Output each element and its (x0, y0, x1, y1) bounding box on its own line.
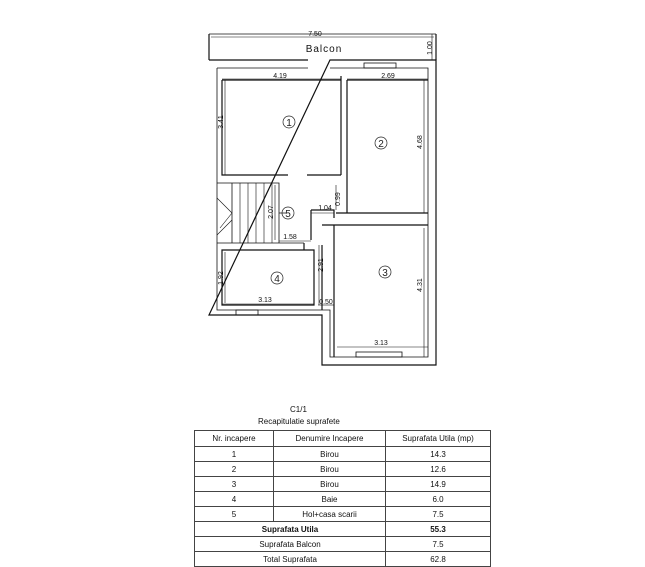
cell-area: 7.5 (386, 507, 491, 522)
stair-steps (217, 183, 272, 243)
cell-area: 6.0 (386, 492, 491, 507)
window-room4 (236, 310, 258, 315)
dim-balcony-depth: 1.00 (427, 41, 434, 55)
table-row (195, 447, 491, 462)
dim-r3-width: 3.13 (374, 340, 388, 347)
summary-row-balcony (195, 537, 491, 552)
dim-r1-width: 4.19 (273, 73, 287, 80)
table-header-row (195, 431, 491, 447)
cell-nr: 5 (195, 507, 274, 522)
summary-value: 7.5 (386, 537, 491, 552)
area-summary-table (194, 430, 491, 567)
cell-area: 12.6 (386, 462, 491, 477)
hall-wall (304, 210, 334, 250)
room-number-5: 5 (285, 209, 291, 220)
balcony-label: Balcon (305, 44, 343, 55)
cell-area: 14.9 (386, 477, 491, 492)
dim-r3-height: 4.31 (417, 278, 424, 292)
cell-area: 14.3 (386, 447, 491, 462)
dim-stair-width: 1.58 (283, 234, 297, 241)
room3-wall (322, 225, 428, 357)
cell-nr: 2 (195, 462, 274, 477)
caption-code: C1/1 (290, 405, 307, 414)
room-number-2: 2 (378, 139, 384, 150)
cell-name: Birou (274, 447, 386, 462)
cell-name: Baie (274, 492, 386, 507)
summary-label: Suprafata Balcon (195, 537, 386, 552)
room-number-1: 1 (286, 118, 292, 129)
summary-label: Suprafata Utila (195, 522, 386, 537)
dim-r4-width: 3.13 (258, 297, 272, 304)
header-area: Suprafata Utila (mp) (386, 431, 491, 447)
window-room3 (356, 352, 402, 357)
dim-total-width: 7.50 (308, 31, 322, 38)
cell-nr: 4 (195, 492, 274, 507)
dim-hall-gap: 0.99 (335, 192, 342, 206)
summary-row-usable (195, 522, 491, 537)
dim-wall-offset: 0.50 (319, 299, 333, 306)
cell-name: Hol+casa scarii (274, 507, 386, 522)
header-room-name: Denumire Incapere (274, 431, 386, 447)
table-row (195, 492, 491, 507)
room-number-4: 4 (274, 274, 280, 285)
table-row (195, 477, 491, 492)
summary-row-total (195, 552, 491, 567)
dim-stair-height: 2.07 (268, 205, 275, 219)
cell-name: Birou (274, 477, 386, 492)
dim-hall-width: 1.04 (318, 205, 332, 212)
cell-nr: 1 (195, 447, 274, 462)
dim-r4-height: 1.92 (218, 271, 225, 285)
room-number-3: 3 (382, 268, 388, 279)
cell-name: Birou (274, 462, 386, 477)
room1-wall (222, 76, 341, 175)
table-row (195, 462, 491, 477)
dim-r2-height: 4.68 (417, 135, 424, 149)
table-row (195, 507, 491, 522)
caption-title: Recapitulatie suprafete (258, 417, 340, 426)
summary-label: Total Suprafata (195, 552, 386, 567)
window-balcony (364, 63, 396, 68)
summary-value: 55.3 (386, 522, 491, 537)
dim-r1-height: 3.41 (218, 115, 225, 129)
dim-r2-width: 2.69 (381, 73, 395, 80)
summary-value: 62.8 (386, 552, 491, 567)
cell-nr: 3 (195, 477, 274, 492)
header-room-nr: Nr. incapere (195, 431, 274, 447)
dim-r3-height-left: 2.91 (318, 258, 325, 272)
